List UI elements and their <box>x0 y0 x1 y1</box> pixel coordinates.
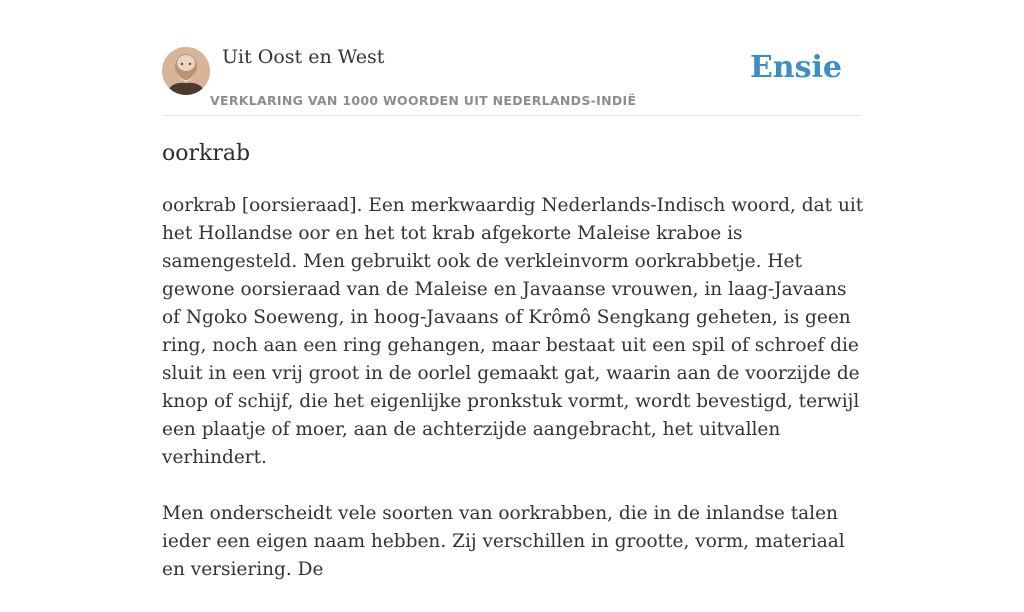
author-portrait-icon[interactable] <box>162 47 210 95</box>
source-header <box>162 0 862 116</box>
ensie-logo[interactable]: Ensie <box>749 50 842 85</box>
definition-paragraph: oorkrab [oorsieraad]. Een merkwaardig Nederlands-Indisch woord, dat uit het Hollandse oor en het tot krab afgekorte Maleise kraboe is samengesteld. Men gebruikt ook de verkleinvorm oorkrabbetje. Het gewone oorsieraad van de Maleise en Javaanse vrouwen, in laag-Javaans of Ngoko Soeweng, in hoog-Javaans of Krômô Sengkang geheten, is geen ring, noch aan een ring gehangen, maar bestaat uit een spil of schroef die sluit in een vrij groot in de oorlel gemaakt gat, waarin aan de voorzijde de knop of schijf, die het eigenlijke pronkstuk vormt, wordt bevestigd, terwijl een plaatje of moer, aan de achterzijde aangebracht, het uitvallen verhindert. <box>162 195 864 468</box>
source-title[interactable]: Uit Oost en West <box>222 46 385 68</box>
definition-paragraph: Men onderscheidt vele soorten van oorkrabben, die in de inlandse talen ieder een eigen naam hebben. Zij verschillen in grootte, vorm, materiaal en versiering. De <box>162 503 845 580</box>
term-heading: oorkrab <box>162 141 251 166</box>
definition-body <box>162 192 866 612</box>
page-container <box>162 0 864 580</box>
source-subtitle: VERKLARING VAN 1000 WOORDEN UIT NEDERLANDS-INDIË <box>210 93 637 108</box>
